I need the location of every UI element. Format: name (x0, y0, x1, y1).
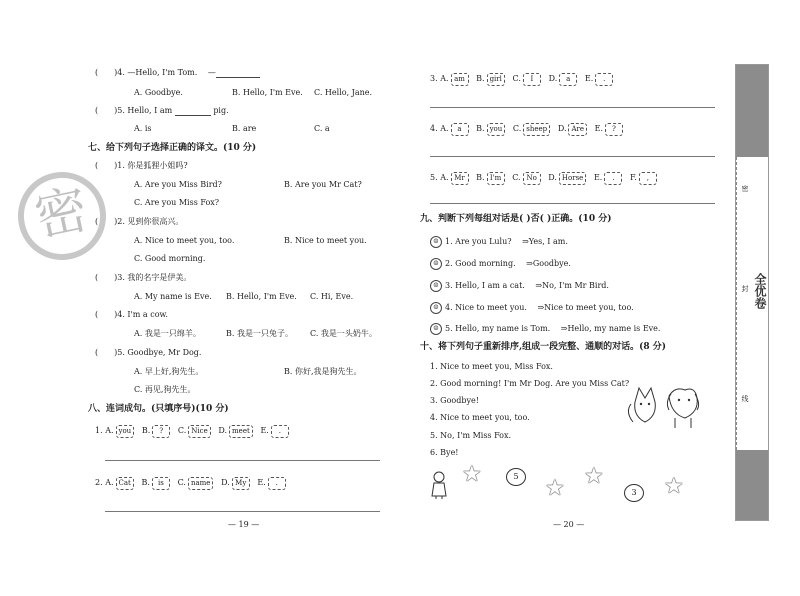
s7-q1-option-a: A. Are you Miss Bird? (134, 180, 222, 189)
confidential-stamp: 密 (10, 164, 114, 268)
question-4: ( )4. —Hello, I'm Tom. — (95, 68, 260, 78)
s7-q1-option-c: C. Are you Miss Fox? (134, 198, 220, 207)
word-card: is (152, 477, 170, 490)
word-card: I'm (487, 172, 505, 185)
s7-q2-option-c: C. Good morning. (134, 254, 206, 263)
s7-question-4: ( )4. I'm a cow. (95, 310, 168, 319)
answer-blank[interactable] (216, 69, 260, 78)
s8-row-2: 2. A. Cat B. is C. name D. My E. . (95, 477, 286, 490)
sidebar-top-block (736, 65, 768, 157)
s7-question-3: ( )3. 我的名字是伊美。 (95, 273, 192, 282)
word-card: . (271, 425, 289, 438)
s10-sentence-6: 6. Bye! (430, 448, 459, 457)
section-9-title: 九、判断下列每组对话是( )否( )正确。(10 分) (420, 214, 612, 224)
word-card: , (639, 172, 657, 185)
answer-line[interactable] (105, 460, 380, 461)
smiley-answer-icon[interactable]: ☺ (430, 258, 442, 270)
word-card: Nice (188, 425, 210, 438)
s7-q4-option-c: C. 我是一头奶牛。 (310, 329, 377, 338)
q4-option-a: A. Goodbye. (134, 88, 183, 97)
word-card: Horse (559, 172, 586, 185)
s7-q4-option-b: B. 我是一只兔子。 (226, 329, 293, 338)
word-card: a (451, 123, 469, 136)
answer-line[interactable] (430, 107, 715, 108)
word-card: I (523, 73, 541, 86)
fox-and-dog-illustration (625, 382, 705, 432)
answer-blank[interactable] (175, 107, 211, 116)
q5-option-c: C. a (314, 124, 330, 133)
sidebar-label-seal: 密 (741, 185, 749, 192)
s7-q5-option-c: C. 再见,狗先生。 (134, 385, 196, 394)
s8-row-5: 5. A. Mr B. I'm C. No D. Horse E. . F. , (430, 172, 657, 185)
s7-q4-option-a: A. 我是一只绵羊。 (134, 329, 201, 338)
word-card: meet (229, 425, 253, 438)
s7-q3-option-c: C. Hi, Eve. (310, 292, 354, 301)
star-number-box: 3 (624, 484, 644, 502)
answer-line[interactable] (430, 203, 715, 204)
s10-sentence-5: 5. No, I'm Miss Fox. (430, 431, 512, 440)
page-number-right: — 20 — (553, 520, 585, 529)
word-card: sheep (523, 123, 550, 136)
s9-item-2: ☺ 2. Good morning. ⇒Goodbye. (430, 258, 571, 270)
smiley-answer-icon[interactable]: ☺ (430, 323, 442, 335)
word-card: name (188, 477, 213, 490)
answer-line[interactable] (430, 156, 715, 157)
q5-option-b: B. are (232, 124, 257, 133)
smiley-answer-icon[interactable]: ☺ (430, 302, 442, 314)
sidebar-label-envelope: 封 (741, 285, 749, 292)
sidebar-bottom-block (736, 450, 768, 520)
girl-illustration (428, 470, 450, 500)
smiley-answer-icon[interactable]: ☺ (430, 236, 442, 248)
word-card: No (523, 172, 541, 185)
word-card: My (232, 477, 250, 490)
answer-line[interactable] (105, 511, 380, 512)
s9-item-3: ☺ 3. Hello, I am a cat. ⇒No, I'm Mr Bird. (430, 280, 609, 292)
star-icon: ★ (545, 476, 565, 501)
q5-option-a: A. is (134, 124, 152, 133)
s7-q3-option-b: B. Hello, I'm Eve. (226, 292, 297, 301)
word-card: Mr (451, 172, 469, 185)
question-5: ( )5. Hello, I am pig. (95, 106, 229, 115)
s10-sentence-2: 2. Good morning! I'm Mr Dog. Are you Miss Cat? (430, 379, 630, 388)
s7-q5-option-b: B. 你好,我是狗先生。 (284, 367, 362, 376)
word-card: . (595, 73, 613, 86)
s10-sentence-3: 3. Goodbye! (430, 396, 479, 405)
q4-option-c: C. Hello, Jane. (314, 88, 373, 97)
word-card: you (487, 123, 506, 136)
star-icon: ★ (584, 464, 604, 489)
s9-item-1: ☺ 1. Are you Lulu? ⇒Yes, I am. (430, 236, 568, 248)
star-number-box: 5 (506, 468, 526, 486)
brand-logo-text: 全优卷 (753, 273, 767, 309)
s7-q5-option-a: A. 早上好,狗先生。 (134, 367, 204, 376)
s8-row-1: 1. A. you B. ? C. Nice D. meet E. . (95, 425, 289, 438)
word-card: you (116, 425, 135, 438)
word-card: Cat (116, 477, 134, 490)
word-card: girl (487, 73, 505, 86)
section-8-title: 八、连词成句。(只填序号)(10 分) (88, 404, 229, 414)
star-icon: ★ (664, 474, 684, 499)
s10-sentence-1: 1. Nice to meet you, Miss Fox. (430, 362, 553, 371)
section-7-title: 七、给下列句子选择正确的译文。(10 分) (88, 143, 257, 153)
q4-option-b: B. Hello, I'm Eve. (232, 88, 303, 97)
word-card: am (451, 73, 469, 86)
s7-question-1: ( )1. 你是狐狸小姐吗? (95, 161, 188, 170)
s7-q2-option-b: B. Nice to meet you. (284, 236, 367, 245)
binding-sidebar (735, 64, 769, 521)
s7-q3-option-a: A. My name is Eve. (134, 292, 212, 301)
smiley-answer-icon[interactable]: ☺ (430, 280, 442, 292)
word-card: . (604, 172, 622, 185)
star-icon: ★ (462, 462, 482, 487)
sidebar-label-line: 线 (741, 395, 749, 402)
section-10-title: 十、将下列句子重新排序,组成一段完整、通顺的对话。(8 分) (420, 342, 667, 352)
s7-question-2: ( )2. 见到你很高兴。 (95, 217, 184, 226)
word-card: a (559, 73, 577, 86)
s7-q2-option-a: A. Nice to meet you, too. (134, 236, 235, 245)
s7-q1-option-b: B. Are you Mr Cat? (284, 180, 362, 189)
s7-question-5: ( )5. Goodbye, Mr Dog. (95, 348, 202, 357)
word-card: . (268, 477, 286, 490)
word-card: Are (568, 123, 587, 136)
s8-row-4: 4. A. a B. you C. sheep D. Are E. ? (430, 123, 623, 136)
s10-sentence-4: 4. Nice to meet you, too. (430, 413, 530, 422)
word-card: ? (152, 425, 170, 438)
s8-row-3: 3. A. am B. girl C. I D. a E. . (430, 73, 613, 86)
page-number-left: — 19 — (228, 520, 260, 529)
s9-item-4: ☺ 4. Nice to meet you. ⇒Nice to meet you, too. (430, 302, 634, 314)
word-card: ? (605, 123, 623, 136)
s9-item-5: ☺ 5. Hello, my name is Tom. ⇒Hello, my name is Eve. (430, 323, 660, 335)
